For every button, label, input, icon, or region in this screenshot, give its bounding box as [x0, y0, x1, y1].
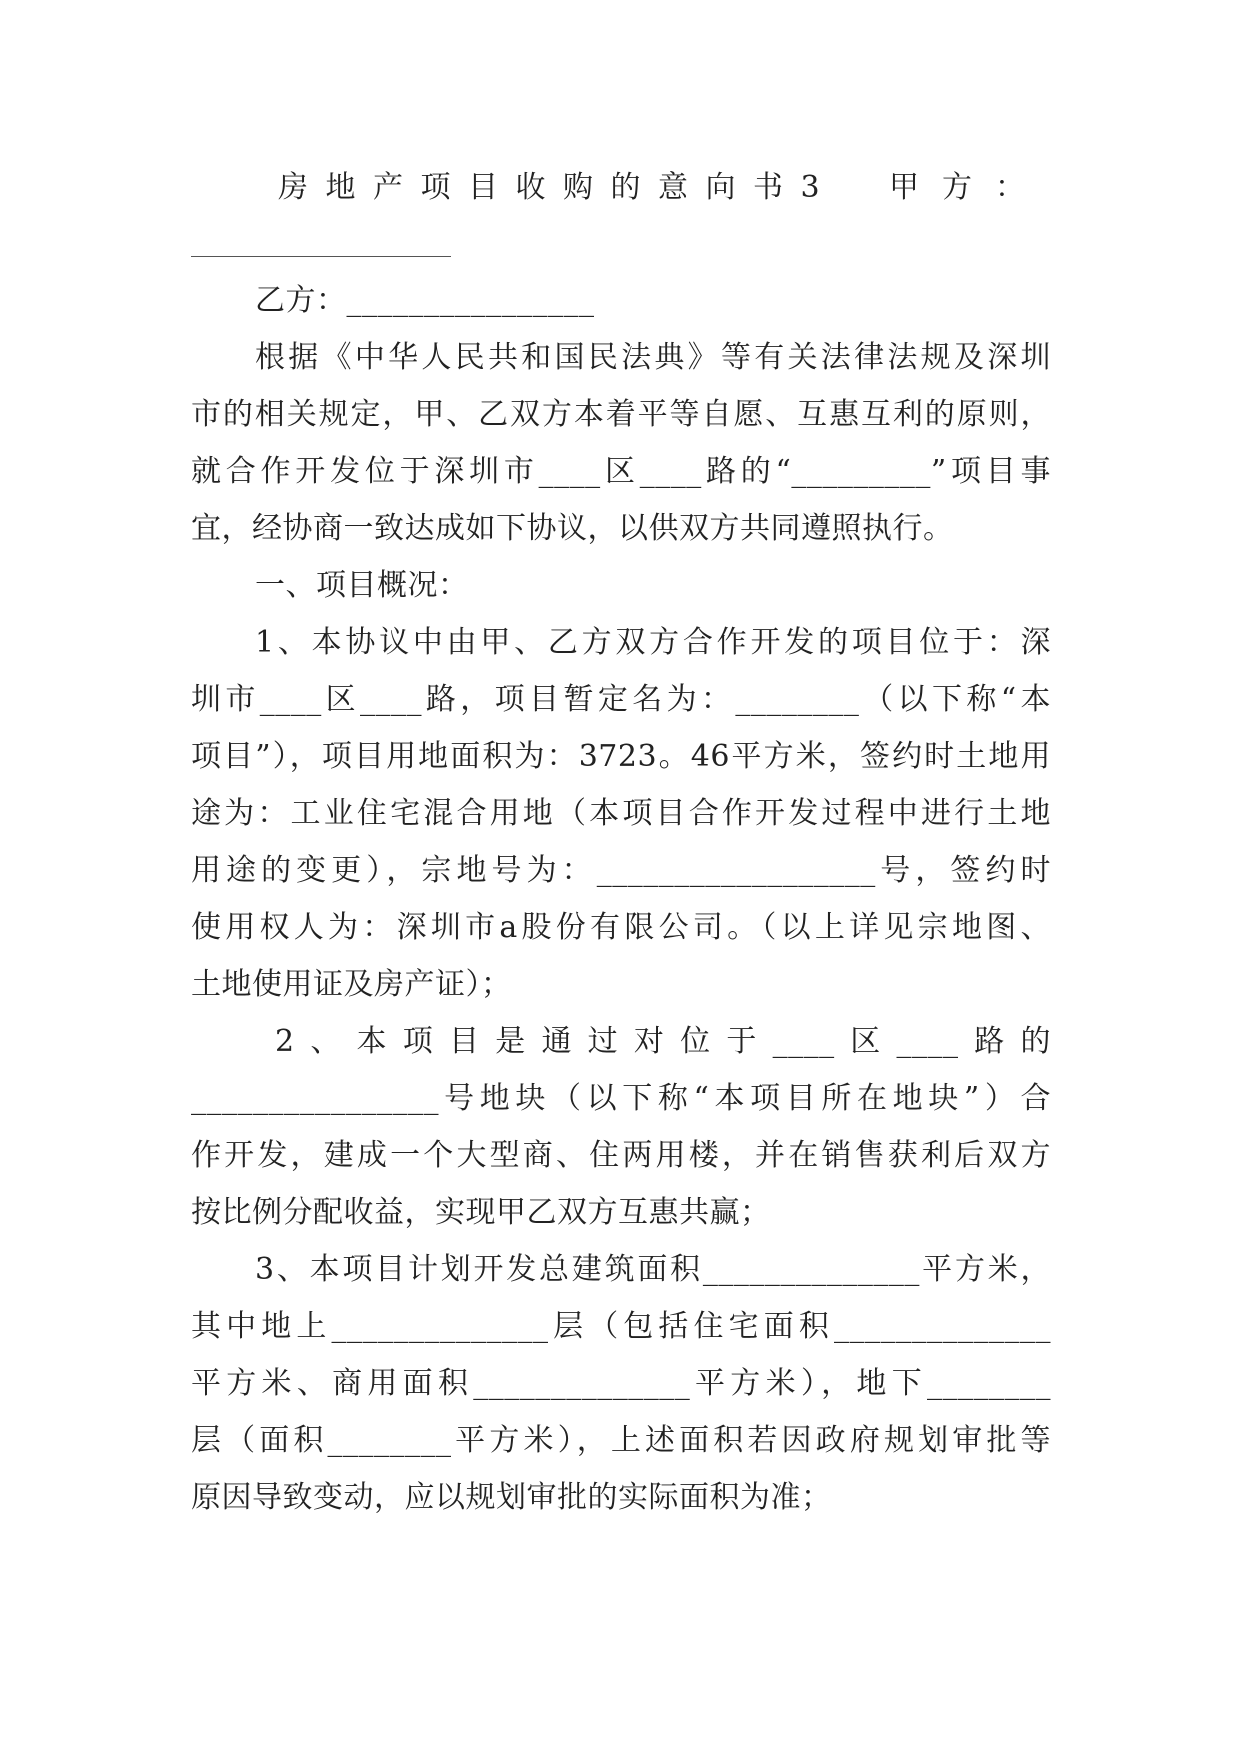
section-heading: 一、项目概况：: [255, 568, 469, 603]
paragraph-line: 宜，经协商一致达成如下协议，以供双方共同遵照执行。: [191, 511, 954, 546]
paragraph-line: 圳市____区____路，项目暂定名为：________（以下称“本: [191, 682, 1051, 717]
paragraph-line: 作开发，建成一个大型商、住两用楼，并在销售获利后双方: [191, 1138, 1051, 1173]
paragraph-line: 平方米、商用面积______________平方米），地下________: [191, 1366, 1051, 1401]
party-a-label: 甲方：: [889, 170, 1048, 205]
paragraph-line: 原因导致变动，应以规划审批的实际面积为准；: [191, 1480, 832, 1515]
paragraph-line: 市的相关规定，甲、乙双方本着平等自愿、互惠互利的原则，: [191, 397, 1051, 432]
paragraph-line: 根据《中华人民共和国民法典》等有关法律法规及深圳: [255, 340, 1051, 375]
paragraph-line: 土地使用证及房产证）；: [191, 967, 512, 1002]
paragraph-line: 1、本协议中由甲、乙方双方合作开发的项目位于：深: [255, 625, 1051, 660]
paragraph-line: 使用权人为：深圳市a股份有限公司。（以上详见宗地图、: [191, 910, 1051, 945]
party-b-line: 乙方：________________: [255, 283, 595, 318]
paragraph-line: 其中地上______________层（包括住宅面积______________: [191, 1309, 1051, 1344]
title-line: [278, 168, 1048, 208]
paragraph-line: 途为：工业住宅混合用地（本项目合作开发过程中进行土地: [191, 796, 1051, 831]
document-title: 房地产项目收购的意向书3: [278, 170, 838, 205]
paragraph-line: 层（面积________平方米），上述面积若因政府规划审批等: [191, 1423, 1051, 1458]
paragraph-line: ________________号地块（以下称“本项目所在地块”）合: [191, 1081, 1051, 1116]
paragraph-line: 按比例分配收益，实现甲乙双方互惠共赢；: [191, 1195, 771, 1230]
party-a-blank-line: [191, 256, 451, 257]
paragraph-line: 3、本项目计划开发总建筑面积______________平方米，: [255, 1252, 1051, 1287]
paragraph-line: 2、本项目是通过对位于____区____路的: [275, 1024, 1051, 1059]
paragraph-line: 就合作开发位于深圳市____区____路的“_________”项目事: [191, 454, 1051, 489]
paragraph-line: 项目”），项目用地面积为：3723。46平方米，签约时土地用: [191, 739, 1051, 774]
paragraph-line: 用途的变更），宗地号为：__________________号，签约时: [191, 853, 1051, 888]
